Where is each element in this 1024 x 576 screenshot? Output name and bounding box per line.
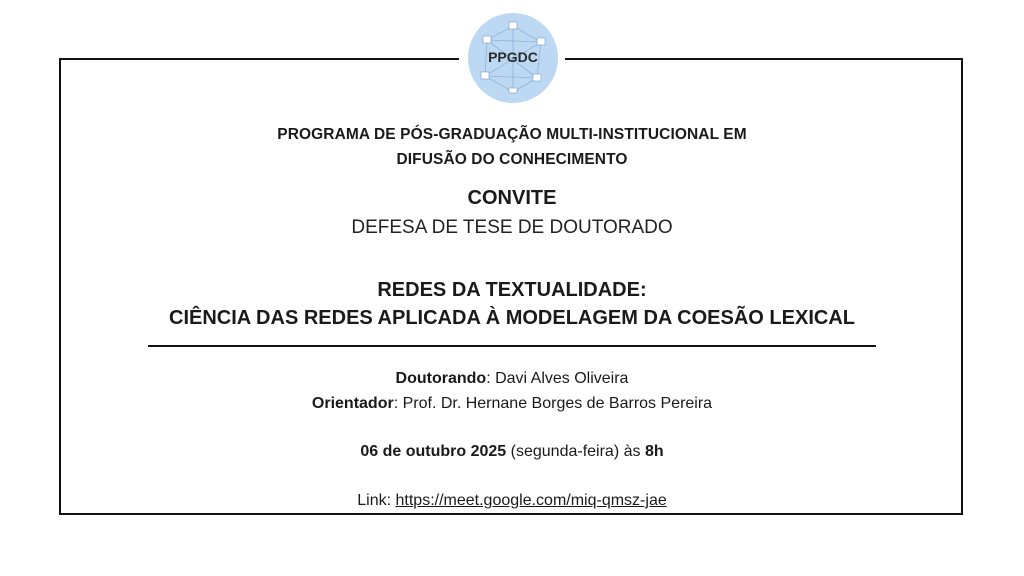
meeting-link[interactable]: https://meet.google.com/miq-qmsz-jae xyxy=(395,492,667,509)
schedule-line xyxy=(0,440,1024,464)
candidate-line xyxy=(0,366,1024,391)
ppgdc-network-logo xyxy=(467,12,559,104)
people-info xyxy=(0,366,1024,416)
thesis-title-line-1: REDES DA TEXTUALIDADE: xyxy=(377,279,647,301)
candidate-name: Davi Alves Oliveira xyxy=(495,370,629,387)
divider xyxy=(148,345,876,347)
invite-heading: CONVITE xyxy=(467,187,557,209)
advisor-separator: : xyxy=(393,395,403,412)
defense-subtitle: DEFESA DE TESE DE DOUTORADO xyxy=(351,217,673,238)
candidate-separator: : xyxy=(486,370,496,387)
program-line-2: DIFUSÃO DO CONHECIMENTO xyxy=(396,151,628,168)
logo-text: PPGDC xyxy=(488,49,538,65)
thesis-title xyxy=(0,276,1024,332)
advisor-line xyxy=(0,391,1024,416)
thesis-title-line-2: CIÊNCIA DAS REDES APLICADA À MODELAGEM DA COESÃO LEXICAL xyxy=(169,307,855,329)
defense-time: 8h xyxy=(644,443,664,460)
defense-date: 06 de outubro 2025 xyxy=(360,443,507,460)
link-label: Link: xyxy=(357,492,396,509)
candidate-label: Doutorando xyxy=(395,370,487,387)
advisor-label: Orientador xyxy=(311,395,394,412)
program-name xyxy=(0,122,1024,172)
advisor-name: Prof. Dr. Hernane Borges de Barros Pereira xyxy=(402,395,713,412)
program-line-1: PROGRAMA DE PÓS-GRADUAÇÃO MULTI-INSTITUCIONAL EM xyxy=(277,126,747,143)
meeting-link-line xyxy=(0,489,1024,513)
defense-weekday: (segunda-feira) às xyxy=(506,443,645,460)
